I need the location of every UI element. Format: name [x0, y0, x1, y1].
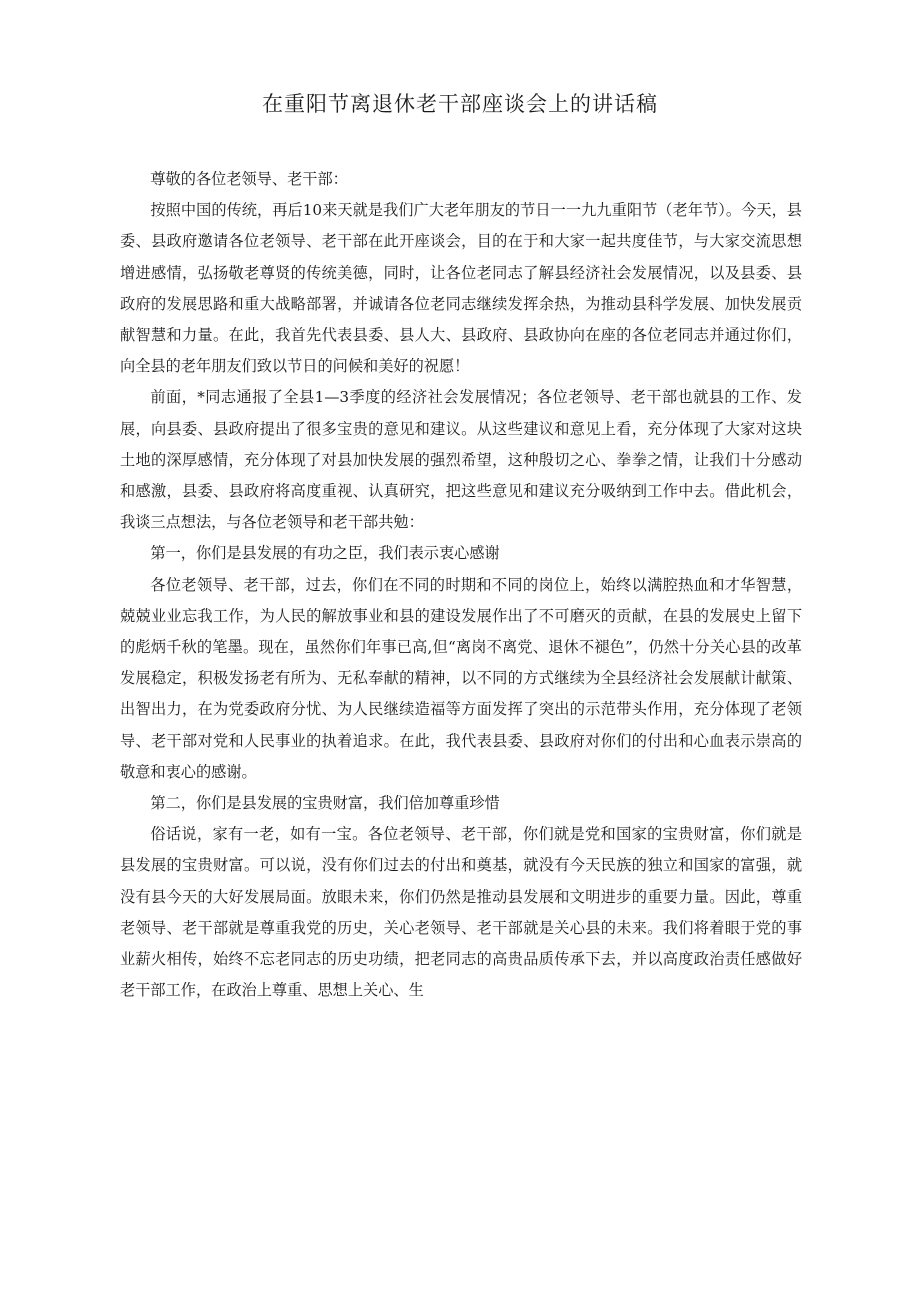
paragraph-point-one: 各位老领导、老干部，过去，你们在不同的时期和不同的岗位上，始终以满腔热血和才华智慧，兢兢业业忘我工作，为人民的解放事业和县的建设发展作出了不可磨灭的贡献，在县的发展史上留下的彪炳千秋的笔墨。现在，虽然你们年事已高,但“离岗不离党、退休不褪色”，仍然十分关心县的改革发展稳定，积极发扬老有所为、无私奉献的精神，以不同的方式继续为全县经济社会发展献计献策、出智出力，在为党委政府分忧、为人民继续造福等方面发挥了突出的示范带头作用，充分体现了老领导、老干部对党和人民事业的执着追求。在此，我代表县委、县政府对你们的付出和心血表示崇高的敬意和衷心的感谢。: [120, 575, 802, 781]
heading-point-two: 第二，你们是县发展的宝贵财富，我们倍加尊重珍惜: [150, 794, 500, 813]
paragraph-point-two: 俗话说，家有一老，如有一宝。各位老领导、老干部，你们就是党和国家的宝贵财富，你们就是县发展的宝贵财富。可以说，没有你们过去的付出和奠基，就没有今天民族的独立和国家的富强，就没有县今天的大好发展局面。放眼未来，你们仍然是推动县发展和文明进步的重要力量。因此，尊重老领导、老干部就是尊重我党的历史，关心老领导、老干部就是关心县的未来。我们将着眼于党的事业薪火相传，始终不忘老同志的历史功绩，把老同志的高贵品质传承下去，并以高度政治责任感做好老干部工作，在政治上尊重、思想上关心、生: [120, 825, 802, 1000]
paragraph-intro: 按照中国的传统，再后10来天就是我们广大老年朋友的节日一一九九重阳节（老年节）。今天，县委、县政府邀请各位老领导、老干部在此开座谈会，目的在于和大家一起共度佳节，与大家交流思想增进感情，弘扬敬老尊贤的传统美德，同时，让各位老同志了解县经济社会发展情况，以及县委、县政府的发展思路和重大战略部署，并诚请各位老同志继续发挥余热，为推动县科学发展、加快发展贡献智慧和力量。在此，我首先代表县委、县人大、县政府、县政协向在座的各位老同志并通过你们，向全县的老年朋友们致以节日的问候和美好的祝愿！: [120, 201, 802, 376]
salutation: 尊敬的各位老领导、老干部：: [150, 170, 348, 188]
document-title: 在重阳节离退休老干部座谈会上的讲话稿: [262, 92, 658, 116]
heading-point-one: 第一，你们是县发展的有功之臣，我们表示衷心感谢: [150, 544, 500, 563]
document-body: [120, 164, 802, 1006]
paragraph-report: 前面，*同志通报了全县1—3季度的经济社会发展情况；各位老领导、老干部也就县的工作、发展，向县委、县政府提出了很多宝贵的意见和建议。从这些建议和意见上看，充分体现了大家对这块土地的深厚感情，充分体现了对县加快发展的强烈希望，这种殷切之心、拳拳之情，让我们十分感动和感激，县委、县政府将高度重视、认真研究，把这些意见和建议充分吸纳到工作中去。借此机会，我谈三点想法，与各位老领导和老干部共勉：: [120, 388, 802, 532]
